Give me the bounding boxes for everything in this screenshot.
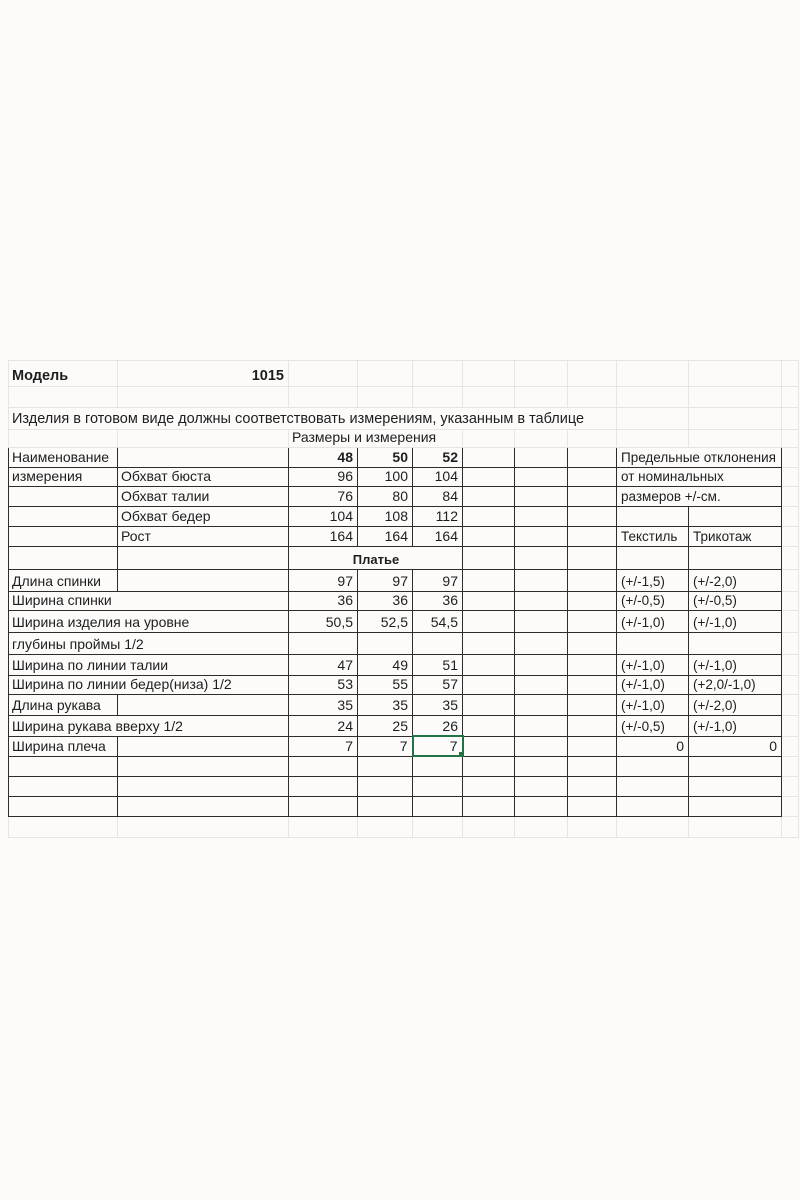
- empty-cell[interactable]: [463, 486, 515, 506]
- empty-table-row: [9, 756, 799, 776]
- empty-cell[interactable]: [782, 694, 799, 715]
- empty-cell[interactable]: [463, 736, 515, 756]
- cell-value-48[interactable]: 76: [289, 486, 358, 506]
- measure-row: [9, 569, 799, 591]
- empty-cell[interactable]: [782, 361, 799, 387]
- cell-tol-textile[interactable]: (+/-1,0): [617, 654, 689, 675]
- empty-cell[interactable]: [617, 361, 689, 387]
- empty-cell[interactable]: [9, 756, 118, 776]
- empty-cell[interactable]: [782, 675, 799, 694]
- empty-cell[interactable]: [289, 756, 358, 776]
- empty-cell[interactable]: [617, 776, 689, 796]
- selected-cell[interactable]: 7: [413, 736, 463, 756]
- empty-cell[interactable]: [463, 756, 515, 776]
- empty-cell[interactable]: [515, 526, 568, 546]
- cell-value-48[interactable]: 47: [289, 654, 358, 675]
- empty-cell[interactable]: [568, 610, 617, 632]
- empty-cell[interactable]: [463, 694, 515, 715]
- empty-cell[interactable]: [568, 776, 617, 796]
- empty-cell[interactable]: [782, 816, 799, 837]
- cell-value-52[interactable]: 104: [413, 467, 463, 486]
- group-title-row: [9, 546, 799, 569]
- cell-value-52[interactable]: [413, 632, 463, 654]
- model-row: [9, 361, 799, 387]
- empty-cell[interactable]: [568, 430, 617, 448]
- empty-cell[interactable]: [9, 506, 118, 526]
- empty-cell[interactable]: [782, 610, 799, 632]
- empty-cell[interactable]: [782, 569, 799, 591]
- cell-measure-label[interactable]: Ширина спинки: [9, 591, 289, 610]
- cell-knitwear-header[interactable]: Трикотаж: [689, 526, 782, 546]
- cell-tol-textile[interactable]: (+/-0,5): [617, 591, 689, 610]
- empty-cell[interactable]: [413, 361, 463, 387]
- empty-cell[interactable]: [689, 756, 782, 776]
- cell-tol-textile[interactable]: (+/-1,5): [617, 569, 689, 591]
- empty-cell[interactable]: [515, 610, 568, 632]
- empty-cell[interactable]: [515, 736, 568, 756]
- empty-cell[interactable]: [515, 361, 568, 387]
- empty-cell[interactable]: [617, 816, 689, 837]
- measure-row: [9, 610, 799, 632]
- empty-cell[interactable]: [463, 430, 515, 448]
- empty-cell[interactable]: [463, 361, 515, 387]
- empty-cell[interactable]: [413, 776, 463, 796]
- empty-cell[interactable]: [782, 447, 799, 467]
- section-title[interactable]: Размеры и измерения: [289, 430, 463, 448]
- empty-cell[interactable]: [358, 776, 413, 796]
- empty-cell[interactable]: [515, 506, 568, 526]
- cell-value-50[interactable]: 25: [358, 715, 413, 736]
- empty-cell[interactable]: [463, 591, 515, 610]
- cell-value-52[interactable]: 164: [413, 526, 463, 546]
- cell-value-52[interactable]: 112: [413, 506, 463, 526]
- empty-cell[interactable]: [515, 756, 568, 776]
- empty-cell[interactable]: [782, 591, 799, 610]
- cell-value-48[interactable]: 24: [289, 715, 358, 736]
- empty-cell[interactable]: [782, 486, 799, 506]
- cell-value-52[interactable]: 51: [413, 654, 463, 675]
- empty-cell[interactable]: [515, 776, 568, 796]
- empty-cell[interactable]: [515, 654, 568, 675]
- empty-cell[interactable]: [782, 715, 799, 736]
- cell-measure-label[interactable]: Ширина по линии бедер(низа) 1/2: [9, 675, 289, 694]
- empty-row: [9, 387, 799, 408]
- empty-cell[interactable]: [782, 467, 799, 486]
- empty-cell[interactable]: [568, 569, 617, 591]
- empty-cell[interactable]: [9, 526, 118, 546]
- cell-textile-header[interactable]: Текстиль: [617, 526, 689, 546]
- empty-cell[interactable]: [689, 796, 782, 816]
- empty-cell[interactable]: [358, 361, 413, 387]
- empty-cell[interactable]: [689, 361, 782, 387]
- empty-cell[interactable]: [568, 736, 617, 756]
- empty-cell[interactable]: [413, 387, 463, 408]
- empty-cell[interactable]: [463, 569, 515, 591]
- cell-tol-textile[interactable]: 0: [617, 736, 689, 756]
- cell-tol-knitwear[interactable]: (+/-1,0): [689, 715, 782, 736]
- empty-cell[interactable]: [289, 361, 358, 387]
- empty-cell[interactable]: [9, 546, 118, 569]
- empty-cell[interactable]: [782, 796, 799, 816]
- cell-tol-knitwear[interactable]: (+/-2,0): [689, 694, 782, 715]
- empty-cell[interactable]: [9, 430, 118, 448]
- cell-value-52[interactable]: 84: [413, 486, 463, 506]
- cell-value-52[interactable]: 35: [413, 694, 463, 715]
- empty-cell[interactable]: [118, 447, 289, 467]
- empty-cell[interactable]: [463, 675, 515, 694]
- empty-cell[interactable]: [358, 387, 413, 408]
- empty-cell[interactable]: [568, 546, 617, 569]
- empty-cell[interactable]: [358, 816, 413, 837]
- empty-cell[interactable]: [515, 632, 568, 654]
- measure-row: [9, 715, 799, 736]
- cell-value-50[interactable]: 35: [358, 694, 413, 715]
- empty-cell[interactable]: [689, 430, 782, 448]
- empty-cell[interactable]: [463, 610, 515, 632]
- empty-cell[interactable]: [515, 816, 568, 837]
- cell-tol-knitwear[interactable]: (+/-2,0): [689, 569, 782, 591]
- cell-value-50[interactable]: 164: [358, 526, 413, 546]
- empty-cell[interactable]: [568, 694, 617, 715]
- cell-measure-label[interactable]: Ширина изделия на уровне: [9, 610, 289, 632]
- cell-value-48[interactable]: 36: [289, 591, 358, 610]
- cell-tol-textile[interactable]: (+/-1,0): [617, 610, 689, 632]
- empty-cell[interactable]: [515, 430, 568, 448]
- cell-tol-knitwear[interactable]: 0: [689, 736, 782, 756]
- worksheet-grid: [8, 360, 799, 838]
- empty-cell[interactable]: [118, 816, 289, 837]
- empty-cell[interactable]: [358, 756, 413, 776]
- cell-value-50[interactable]: 36: [358, 591, 413, 610]
- cell-value-50[interactable]: 49: [358, 654, 413, 675]
- cell-value-52[interactable]: 26: [413, 715, 463, 736]
- empty-cell[interactable]: [515, 715, 568, 736]
- cell-name-header[interactable]: Наименование: [9, 447, 118, 467]
- empty-cell[interactable]: [515, 591, 568, 610]
- empty-cell[interactable]: [463, 506, 515, 526]
- empty-cell[interactable]: [463, 526, 515, 546]
- empty-cell[interactable]: [118, 430, 289, 448]
- empty-cell[interactable]: [515, 694, 568, 715]
- empty-cell[interactable]: [568, 715, 617, 736]
- cell-tol-textile[interactable]: (+/-0,5): [617, 715, 689, 736]
- cell-measure-label[interactable]: Длина спинки: [9, 569, 118, 591]
- cell-measure-label[interactable]: Длина рукава: [9, 694, 118, 715]
- cell-value-50[interactable]: [358, 632, 413, 654]
- cell-value-52[interactable]: 54,5: [413, 610, 463, 632]
- cell-value-50[interactable]: 100: [358, 467, 413, 486]
- cell-value-48[interactable]: [289, 632, 358, 654]
- measure-row: [9, 736, 799, 756]
- empty-cell[interactable]: [782, 387, 799, 408]
- empty-cell[interactable]: [118, 756, 289, 776]
- cell-tol-knitwear[interactable]: (+/-1,0): [689, 610, 782, 632]
- empty-cell[interactable]: [782, 654, 799, 675]
- empty-cell[interactable]: [515, 796, 568, 816]
- measure-row: [9, 694, 799, 715]
- empty-cell[interactable]: [515, 675, 568, 694]
- empty-cell[interactable]: [568, 675, 617, 694]
- cell-tolerance-line2[interactable]: от номинальных: [617, 467, 782, 486]
- cell-tolerance-line3[interactable]: размеров +/-см.: [617, 486, 782, 506]
- empty-cell[interactable]: [782, 526, 799, 546]
- empty-cell[interactable]: [689, 546, 782, 569]
- cell-value-50[interactable]: 97: [358, 569, 413, 591]
- cell-value-48[interactable]: 50,5: [289, 610, 358, 632]
- cell-model-value[interactable]: 1015: [118, 361, 289, 387]
- empty-cell[interactable]: [463, 447, 515, 467]
- empty-cell[interactable]: [118, 776, 289, 796]
- empty-cell[interactable]: [463, 776, 515, 796]
- cell-size-48[interactable]: 48: [289, 447, 358, 467]
- cell-value-52[interactable]: 97: [413, 569, 463, 591]
- empty-cell[interactable]: [118, 569, 289, 591]
- empty-cell[interactable]: [515, 569, 568, 591]
- empty-cell[interactable]: [568, 361, 617, 387]
- cell-size-50[interactable]: 50: [358, 447, 413, 467]
- cell-value-48[interactable]: 104: [289, 506, 358, 526]
- empty-cell[interactable]: [782, 408, 799, 430]
- empty-cell[interactable]: [617, 430, 689, 448]
- cell-base-label[interactable]: Рост: [118, 526, 289, 546]
- empty-cell[interactable]: [9, 776, 118, 796]
- empty-cell[interactable]: [289, 387, 358, 408]
- empty-cell[interactable]: [617, 387, 689, 408]
- empty-cell[interactable]: [568, 526, 617, 546]
- cell-tol-knitwear[interactable]: [689, 632, 782, 654]
- cell-value-50[interactable]: 80: [358, 486, 413, 506]
- empty-cell[interactable]: [463, 467, 515, 486]
- cell-model-label[interactable]: Модель: [9, 361, 118, 387]
- empty-cell[interactable]: [9, 816, 118, 837]
- cell-size-52[interactable]: 52: [413, 447, 463, 467]
- empty-cell[interactable]: [118, 694, 289, 715]
- cell-value-48[interactable]: 164: [289, 526, 358, 546]
- empty-cell[interactable]: [515, 467, 568, 486]
- empty-table-row: [9, 796, 799, 816]
- cell-base-label[interactable]: Обхват бюста: [118, 467, 289, 486]
- empty-cell[interactable]: [617, 546, 689, 569]
- empty-cell[interactable]: [289, 776, 358, 796]
- cell-value-48[interactable]: 97: [289, 569, 358, 591]
- cell-name-header-2[interactable]: измерения: [9, 467, 118, 486]
- empty-cell[interactable]: [568, 632, 617, 654]
- empty-cell[interactable]: [9, 387, 118, 408]
- empty-cell[interactable]: [463, 715, 515, 736]
- empty-cell[interactable]: [617, 408, 689, 430]
- empty-cell[interactable]: [568, 467, 617, 486]
- cell-value-50[interactable]: 7: [358, 736, 413, 756]
- cell-measure-label[interactable]: глубины проймы 1/2: [9, 632, 289, 654]
- empty-cell[interactable]: [617, 756, 689, 776]
- empty-cell[interactable]: [782, 632, 799, 654]
- empty-cell[interactable]: [289, 816, 358, 837]
- cell-measure-label[interactable]: Ширина плеча: [9, 736, 118, 756]
- base-row: [9, 526, 799, 546]
- empty-cell[interactable]: [568, 654, 617, 675]
- empty-cell[interactable]: [9, 486, 118, 506]
- empty-cell[interactable]: [358, 796, 413, 816]
- empty-cell[interactable]: [689, 387, 782, 408]
- empty-cell[interactable]: [689, 776, 782, 796]
- cell-value-48[interactable]: 96: [289, 467, 358, 486]
- empty-cell[interactable]: [515, 387, 568, 408]
- cell-tol-textile[interactable]: (+/-1,0): [617, 675, 689, 694]
- empty-cell[interactable]: [568, 591, 617, 610]
- empty-cell[interactable]: [9, 796, 118, 816]
- base-row: [9, 506, 799, 526]
- cell-tol-knitwear[interactable]: (+2,0/-1,0): [689, 675, 782, 694]
- note-text[interactable]: Изделия в готовом виде должны соответствовать измерениям, указанным в таблице: [9, 408, 617, 430]
- cell-value-50[interactable]: 55: [358, 675, 413, 694]
- cell-tol-textile[interactable]: [617, 632, 689, 654]
- empty-cell[interactable]: [463, 816, 515, 837]
- base-row: [9, 467, 799, 486]
- empty-cell[interactable]: [782, 546, 799, 569]
- empty-cell[interactable]: [463, 546, 515, 569]
- empty-cell[interactable]: [118, 387, 289, 408]
- empty-cell[interactable]: [463, 796, 515, 816]
- empty-cell[interactable]: [515, 486, 568, 506]
- empty-cell[interactable]: [782, 776, 799, 796]
- empty-cell[interactable]: [689, 816, 782, 837]
- empty-cell[interactable]: [118, 736, 289, 756]
- empty-cell[interactable]: [289, 796, 358, 816]
- empty-cell[interactable]: [515, 546, 568, 569]
- empty-cell[interactable]: [782, 430, 799, 448]
- empty-cell[interactable]: [568, 756, 617, 776]
- empty-table-row: [9, 776, 799, 796]
- empty-cell[interactable]: [515, 447, 568, 467]
- note-row: [9, 408, 799, 430]
- measure-row: [9, 591, 799, 610]
- cell-tol-textile[interactable]: (+/-1,0): [617, 694, 689, 715]
- empty-cell[interactable]: [689, 506, 782, 526]
- cell-value-50[interactable]: 52,5: [358, 610, 413, 632]
- section-title-row: [9, 430, 799, 448]
- base-row: [9, 486, 799, 506]
- empty-cell[interactable]: [568, 506, 617, 526]
- cell-tol-knitwear[interactable]: (+/-1,0): [689, 654, 782, 675]
- empty-cell[interactable]: [568, 796, 617, 816]
- cell-value-52[interactable]: 36: [413, 591, 463, 610]
- empty-cell[interactable]: [568, 447, 617, 467]
- worksheet: [0, 360, 799, 838]
- empty-cell[interactable]: [118, 796, 289, 816]
- empty-cell[interactable]: [413, 796, 463, 816]
- cell-base-label[interactable]: Обхват бедер: [118, 506, 289, 526]
- empty-cell[interactable]: [617, 796, 689, 816]
- cell-value-50[interactable]: 108: [358, 506, 413, 526]
- cell-tol-knitwear[interactable]: (+/-0,5): [689, 591, 782, 610]
- empty-cell[interactable]: [463, 654, 515, 675]
- empty-cell[interactable]: [568, 387, 617, 408]
- cell-value-48[interactable]: 53: [289, 675, 358, 694]
- empty-cell[interactable]: [413, 756, 463, 776]
- empty-row: [9, 816, 799, 837]
- cell-value-48[interactable]: 7: [289, 736, 358, 756]
- cell-base-label[interactable]: Обхват талии: [118, 486, 289, 506]
- cell-value-48[interactable]: 35: [289, 694, 358, 715]
- empty-cell[interactable]: [118, 546, 289, 569]
- empty-cell[interactable]: [782, 736, 799, 756]
- cell-group-title[interactable]: Платье: [289, 546, 463, 569]
- empty-cell[interactable]: [689, 408, 782, 430]
- measure-row: [9, 654, 799, 675]
- empty-cell[interactable]: [782, 756, 799, 776]
- empty-cell[interactable]: [463, 632, 515, 654]
- empty-cell[interactable]: [463, 387, 515, 408]
- empty-cell[interactable]: [413, 816, 463, 837]
- cell-tolerance-header[interactable]: Предельные отклонения: [617, 447, 782, 467]
- measure-row: [9, 675, 799, 694]
- empty-cell[interactable]: [617, 506, 689, 526]
- table-header-row: [9, 447, 799, 467]
- cell-measure-label[interactable]: Ширина рукава вверху 1/2: [9, 715, 289, 736]
- empty-cell[interactable]: [568, 816, 617, 837]
- measure-row: [9, 632, 799, 654]
- empty-cell[interactable]: [782, 506, 799, 526]
- cell-measure-label[interactable]: Ширина по линии талии: [9, 654, 289, 675]
- cell-value-52[interactable]: 57: [413, 675, 463, 694]
- empty-cell[interactable]: [568, 486, 617, 506]
